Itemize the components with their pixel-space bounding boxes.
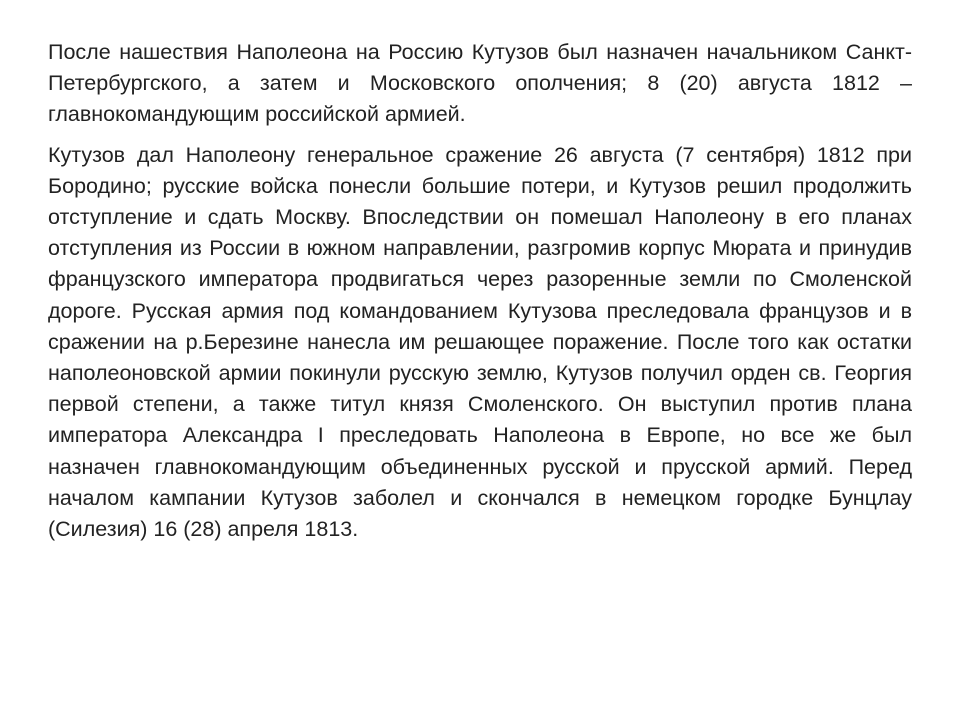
paragraph-campaign: Кутузов дал Наполеону генеральное сражение 26 августа (7 сентября) 1812 при Бородино; русские войска понесли большие потери, и Кутузов решил продолжить отступление и сдать Москву. Впоследствии он помешал Наполеону в его планах отступления из России в южном направлении, разгромив корпус Мюрата и принудив французского императора продвигаться через разоренные земли по Смоленской дороге. Русская армия под командованием Кутузова преследовала французов и в сражении на р.Березине нанесла им решающее поражение. После того как остатки наполеоновской армии покинули русскую землю, Кутузов получил орден св. Георгия первой степени, а также титул князя Смоленского. Он выступил против плана императора Александра I преследовать Наполеона в Европе, но все же был назначен главнокомандующим объединенных русской и прусской армий. Перед началом кампании Кутузов заболел и скончался в немецком городке Бунцлау (Силезия) 16 (28) апреля 1813. <box>48 142 912 542</box>
paragraph-appointment: После нашествия Наполеона на Россию Кутузов был назначен начальником Санкт-Петербургского, а затем и Московского ополчения; 8 (20) августа 1812 – главнокомандующим российской армией. <box>48 40 912 127</box>
text-body <box>48 37 912 545</box>
